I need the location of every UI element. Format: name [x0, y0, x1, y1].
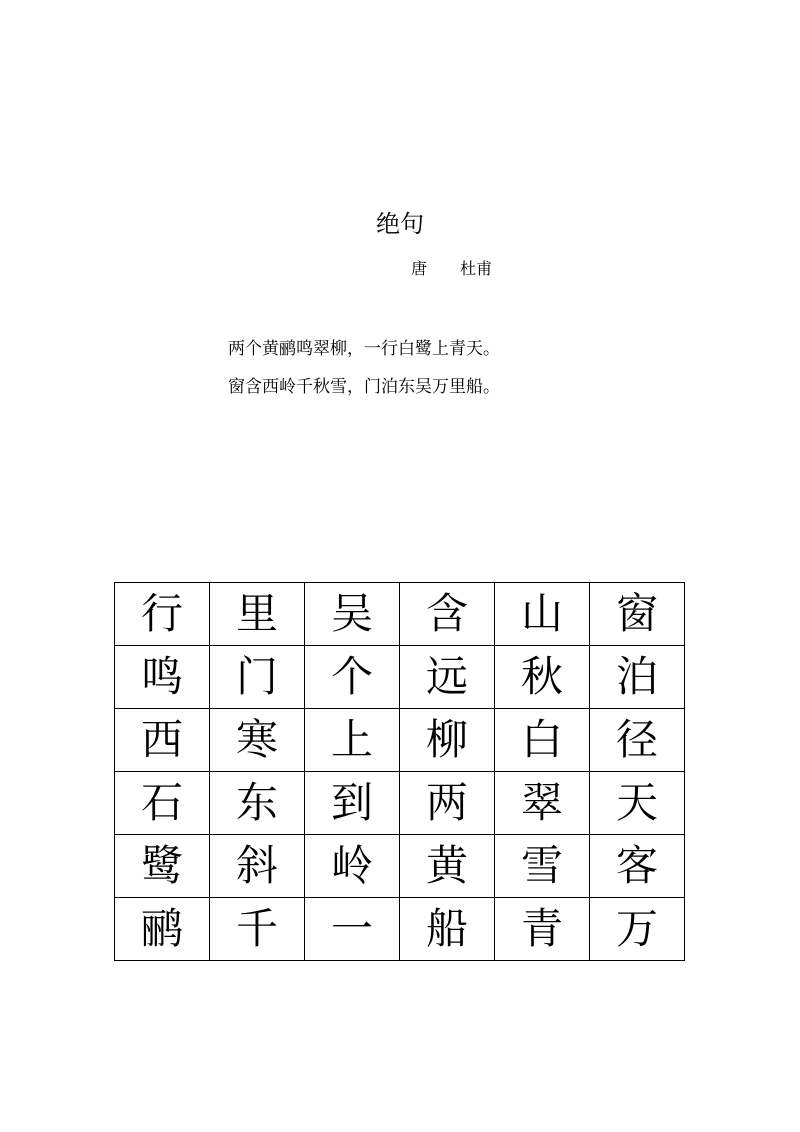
grid-cell: 翠 [495, 772, 590, 835]
grid-cell: 鹂 [115, 898, 210, 961]
grid-cell: 岭 [305, 835, 400, 898]
grid-cell: 山 [495, 583, 590, 646]
grid-cell: 白 [495, 709, 590, 772]
grid-cell: 客 [590, 835, 685, 898]
grid-row [115, 646, 685, 709]
poem-title: 绝句 [376, 210, 424, 238]
author-line [411, 258, 492, 280]
grid-cell: 西 [115, 709, 210, 772]
grid-cell: 门 [210, 646, 305, 709]
grid-cell: 一 [305, 898, 400, 961]
grid-cell: 鸣 [115, 646, 210, 709]
poem-line-2: 窗含西岭千秋雪，门泊东吴万里船。 [228, 377, 500, 397]
grid-row [115, 835, 685, 898]
grid-cell: 柳 [400, 709, 495, 772]
grid-cell: 径 [590, 709, 685, 772]
grid-cell: 青 [495, 898, 590, 961]
grid-cell: 到 [305, 772, 400, 835]
grid-cell: 含 [400, 583, 495, 646]
grid-cell: 里 [210, 583, 305, 646]
grid-row [115, 772, 685, 835]
grid-cell: 斜 [210, 835, 305, 898]
grid-cell: 石 [115, 772, 210, 835]
grid-cell: 雪 [495, 835, 590, 898]
poem-line-1: 两个黄鹂鸣翠柳，一行白鹭上青天。 [228, 339, 500, 359]
grid-cell: 千 [210, 898, 305, 961]
grid-cell: 远 [400, 646, 495, 709]
poem-body [228, 338, 500, 414]
grid-row [115, 583, 685, 646]
grid-cell: 黄 [400, 835, 495, 898]
grid-cell: 两 [400, 772, 495, 835]
grid-cell: 秋 [495, 646, 590, 709]
grid-cell: 东 [210, 772, 305, 835]
grid-cell: 行 [115, 583, 210, 646]
poem-author: 杜甫 [460, 259, 493, 278]
grid-cell: 泊 [590, 646, 685, 709]
grid-row [115, 898, 685, 961]
grid-cell: 船 [400, 898, 495, 961]
grid-cell: 上 [305, 709, 400, 772]
grid-cell: 鹭 [115, 835, 210, 898]
grid-cell: 万 [590, 898, 685, 961]
poem-dynasty: 唐 [411, 259, 428, 278]
grid-row [115, 709, 685, 772]
grid-cell: 窗 [590, 583, 685, 646]
grid-cell: 天 [590, 772, 685, 835]
character-grid [114, 582, 685, 961]
grid-cell: 吴 [305, 583, 400, 646]
grid-cell: 个 [305, 646, 400, 709]
grid-cell: 寒 [210, 709, 305, 772]
